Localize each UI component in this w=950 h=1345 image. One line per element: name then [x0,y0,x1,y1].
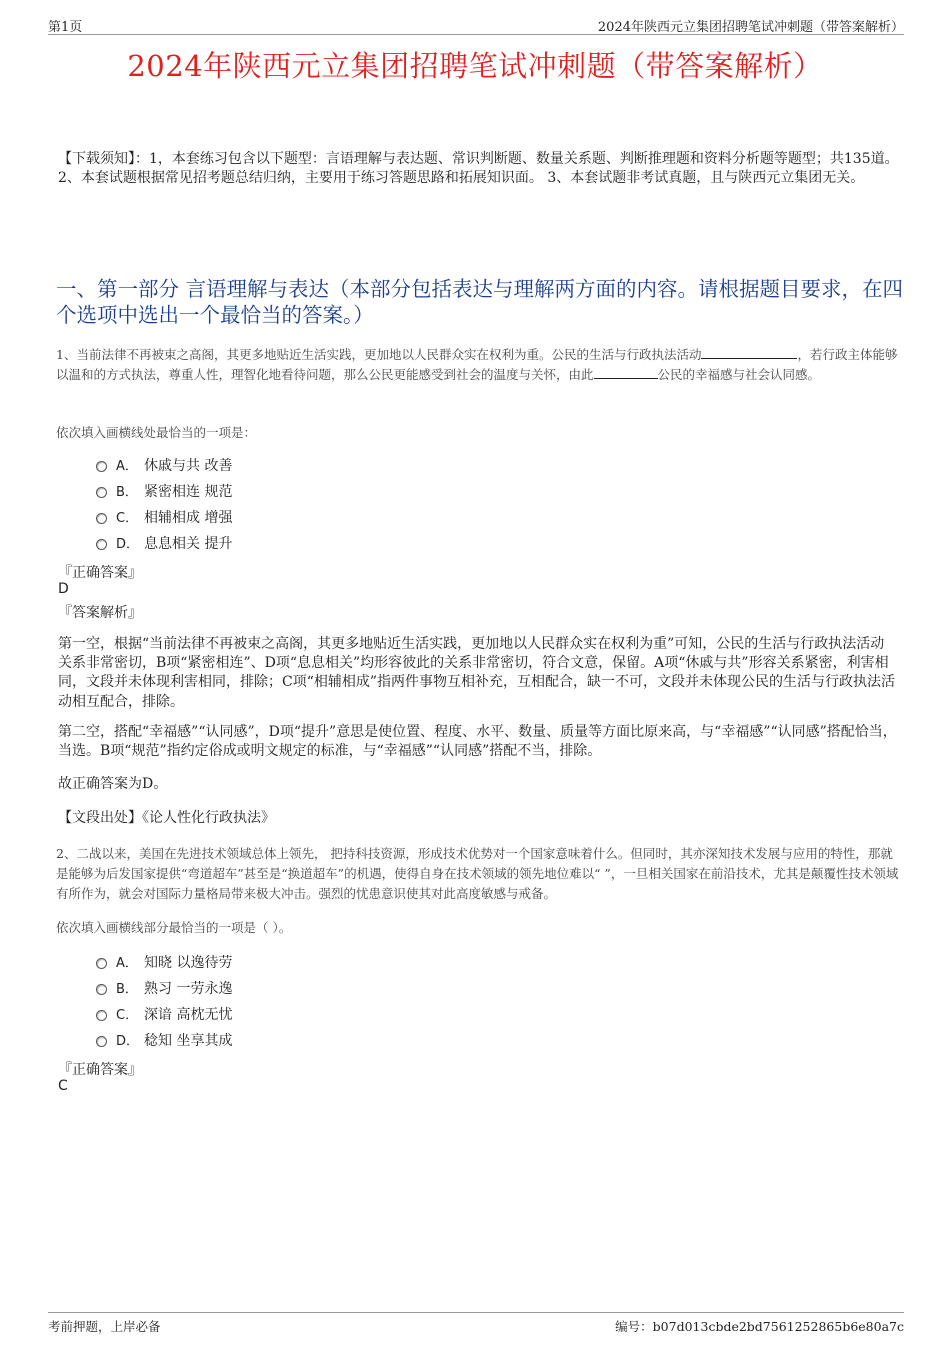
option-letter: C． [116,511,139,526]
option-letter: D． [116,1034,140,1049]
radio-icon[interactable] [96,513,107,524]
fill-blank-2 [594,366,658,379]
q1-conclusion: 故正确答案为D。 [58,776,168,792]
q1-option-c[interactable] [96,508,232,528]
q1-analysis-paragraph-1: 第一空，根据“当前法律不再被束之高阁，其更多地贴近生活实践，更加地以人民群众实在权利为重”可知，公民的生活与行政执法活动关系非常密切，B项“紧密相连”、D项“息息相关”均形容彼此的关系非常密切，符合文意，保留。A项“休戚与共”形容关系紧密，利害相同，文段并未体现利害相同，排除；C项“相辅相成”指两件事物互相补充，互相配合，缺一不可，文段并未体现公民的生活与行政执法活动相互配合，排除。 [58,636,896,710]
radio-icon[interactable] [96,984,107,995]
q1-answer-label: 『正确答案』 [58,565,142,581]
radio-icon[interactable] [96,487,107,498]
fill-blank-1 [701,346,797,359]
radio-icon[interactable] [96,1036,107,1047]
radio-icon[interactable] [96,958,107,969]
option-letter: A． [116,459,138,474]
header-doc-title: 2024年陕西元立集团招聘笔试冲刺题（带答案解析） [597,20,904,35]
page-footer [48,1312,904,1337]
page-number: 第1页 [48,20,83,35]
q1-analysis-paragraph-2: 第二空，搭配“幸福感”“认同感”，D项“提升”意思是使位置、程度、水平、数量、质量等方面比原来高，与“幸福感”“认同感”搭配恰当，当选。B项“规范”指约定俗成或明文规定的标准，与“幸福感”“认同感”搭配不当，排除。 [58,724,897,760]
option-text: 息息相关 提升 [144,536,233,552]
option-text: 相辅相成 增强 [144,510,233,526]
option-letter: D． [116,537,140,552]
option-text: 紧密相连 规范 [144,484,233,500]
question-1-text-part-a: 1、当前法律不再被束之高阁，其更多地贴近生活实践，更加地以人民群众实在权利为重。公民的生活与行政执法活动 [56,347,702,362]
footer-serial-number: 编号：b07d013cbde2bd7561252865b6e80a7c [615,1319,904,1334]
radio-icon[interactable] [96,539,107,550]
q2-answer: C [58,1078,68,1094]
q1-option-a[interactable] [96,456,232,476]
section-title: 一、第一部分 言语理解与表达（本部分包括表达与理解两方面的内容。请根据题目要求，在四个选项中选出一个最恰当的答案。） [56,277,904,327]
radio-icon[interactable] [96,1010,107,1021]
q1-option-d[interactable] [96,534,232,554]
option-text: 熟习 一劳永逸 [144,981,233,997]
question-2-text: 2、二战以来，美国在先进技术领域总体上领先， 把持科技资源，形成技术优势对一个国家意味着什么。但同时，其亦深知技术发展与应用的特性，那就是能够为后发国家提供“弯道超车”甚至是“换道超车”的机遇，使得自身在技术领域的领先地位难以“ ”，一旦相关国家在前沿技术，尤其是颠覆性技术领域有所作为，就会对国际力量格局带来极大冲击。强烈的忧患意识使其对此高度敏感与戒备。 [56,846,899,901]
q1-analysis-label: 『答案解析』 [58,605,142,621]
question-1-text-part-b: ，若行政主体能够以温和的方式执法，尊重人性，理智化地看待问题，那么公民更能感受到社会的温度与关怀，由此 [56,347,898,382]
footer-slogan: 考前押题，上岸必备 [48,1319,161,1334]
option-letter: C． [116,1008,139,1023]
q1-answer: D [58,581,69,597]
q2-answer-label: 『正确答案』 [58,1062,142,1078]
q2-option-a[interactable] [96,953,232,973]
question-1-text-part-c: 公民的幸福感与社会认同感。 [657,367,821,382]
option-text: 深谙 高枕无忧 [144,1007,233,1023]
page-header [48,14,904,35]
option-letter: A． [116,956,138,971]
question-1-instruction: 依次填入画横线处最恰当的一项是： [56,425,257,440]
q1-source: 【文段出处】《论人性化行政执法》 [58,810,275,826]
radio-icon[interactable] [96,461,107,472]
q2-option-c[interactable] [96,1005,232,1025]
option-text: 休戚与共 改善 [144,458,233,474]
option-letter: B． [116,485,138,500]
question-1-text [56,345,902,385]
q1-option-b[interactable] [96,482,232,502]
download-notice: 【下载须知】：1，本套练习包含以下题型：言语理解与表达题、常识判断题、数量关系题、判断推理题和资料分析题等题型；共135道。 2、本套试题根据常见招考题总结归纳，主要用于练习答题思路和拓展知识面。 3、本套试题非考试真题，且与陕西元立集团无关。 [58,151,899,186]
question-2-instruction: 依次填入画横线部分最恰当的一项是（ ）。 [56,920,292,935]
option-letter: B． [116,982,138,997]
option-text: 知晓 以逸待劳 [144,955,233,971]
q2-option-d[interactable] [96,1031,232,1051]
q2-option-b[interactable] [96,979,232,999]
option-text: 稔知 坐享其成 [144,1033,233,1049]
document-title: 2024年陕西元立集团招聘笔试冲刺题（带答案解析） [127,49,823,83]
